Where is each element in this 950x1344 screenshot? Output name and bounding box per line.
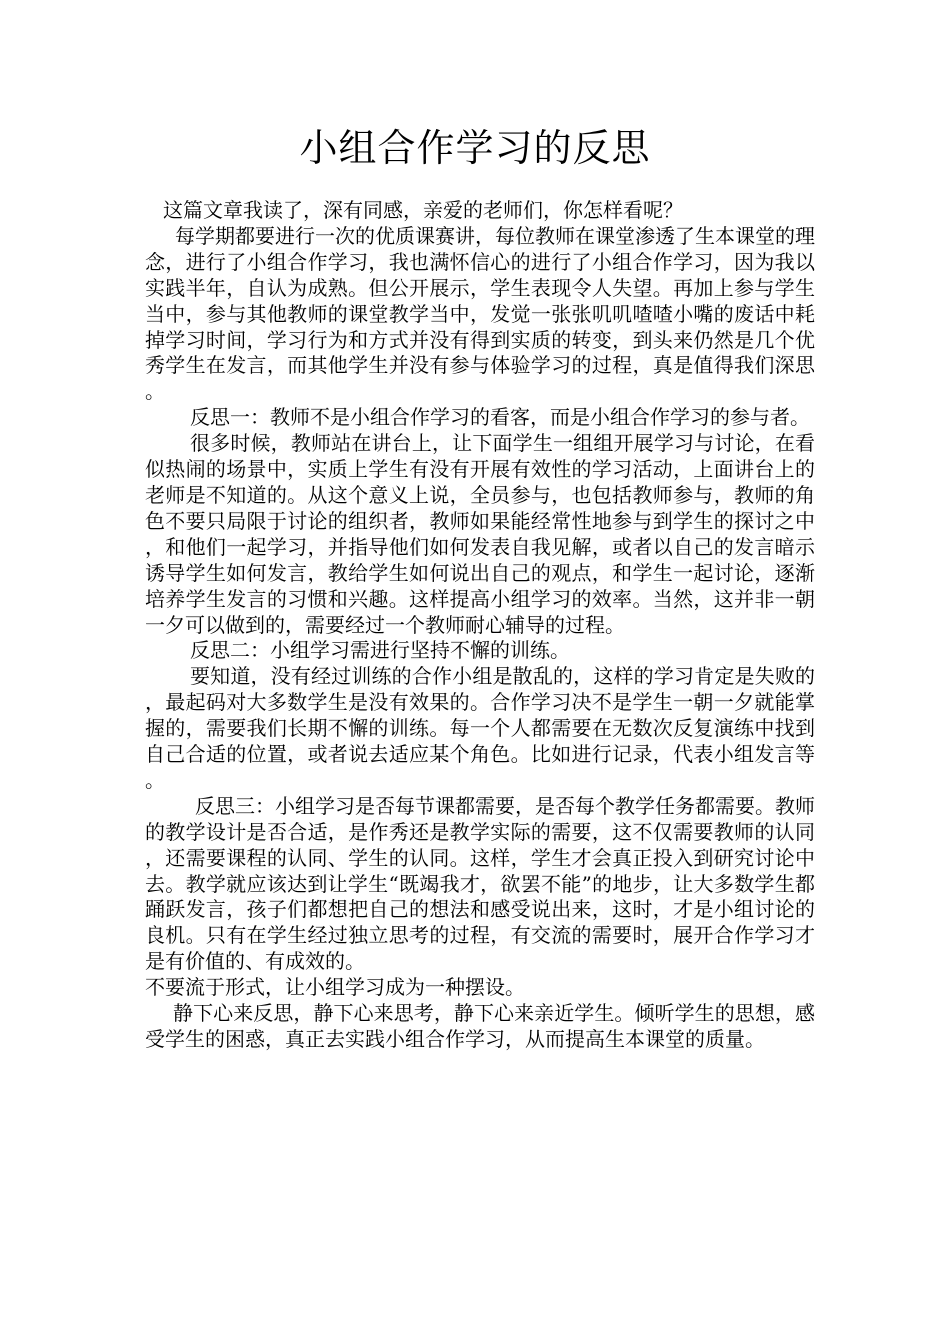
document-title: 小组合作学习的反思	[299, 126, 651, 170]
body-paragraph: 要知道，没有经过训练的合作小组是散乱的，这样的学习肯定是失败的，最起码对大多数学生是没有效果的。合作学习决不是学生一朝一夕就能掌握的，需要我们长期不懈的训练。每一个人都需要在无数次反复演练中找到自己合适的位置，或者说去适应某个角色。比如进行记录，代表小组发言等。	[145, 664, 815, 792]
closing-paragraph: 静下心来反思，静下心来思考，静下心来亲近学生。倾听学生的思想，感受学生的困惑，真正去实践小组合作学习，从而提高生本课堂的质量。	[145, 1001, 815, 1051]
body-paragraph: 很多时候，教师站在讲台上，让下面学生一组组开展学习与讨论，在看似热闹的场景中，实质上学生有没有开展有效性的学习活动，上面讲台上的老师是不知道的。从这个意义上说，全员参与，也包括教师参与，教师的角色不要只局限于讨论的组织者，教师如果能经常性地参与到学生的探讨之中，和他们一起学习，并指导他们如何发表自我见解，或者以自己的发言暗示诱导学生如何发言，教给学生如何说出自己的观点，和学生一起讨论，逐渐培养学生发言的习惯和兴趣。这样提高小组学习的效率。当然，这并非一朝一夕可以做到的，需要经过一个教师耐心辅导的过程。	[145, 431, 815, 637]
body-paragraph: 每学期都要进行一次的优质课赛讲，每位教师在课堂渗透了生本课堂的理念，进行了小组合作学习，我也满怀信心的进行了小组合作学习，因为我以实践半年，自认为成熟。但公开展示，学生表现令人失望。再加上参与学生当中，参与其他教师的课堂教学当中，发觉一张张叽叽喳喳小嘴的废话中耗掉学习时间，学习行为和方式并没有得到实质的转变，到头来仍然是几个优秀学生在发言，而其他学生并没有参与体验学习的过程，真是值得我们深思。	[145, 223, 815, 404]
reflection-heading-1: 反思一：教师不是小组合作学习的看客，而是小组合作学习的参与者。	[190, 405, 810, 430]
reflection-heading-2: 反思二：小组学习需进行坚持不懈的训练。	[190, 638, 570, 663]
intro-paragraph: 这篇文章我读了，深有同感，亲爱的老师们，你怎样看呢？	[163, 198, 683, 222]
body-paragraph: 不要流于形式，让小组学习成为一种摆设。	[145, 975, 525, 1000]
document-body	[145, 198, 815, 1053]
reflection-heading-3: 反思三：小组学习是否每节课都需要，是否每个教学任务都需要。教师的教学设计是否合适，是作秀还是教学实际的需要，这不仅需要教师的认同，还需要课程的认同、学生的认同。这样，学生才会真正投入到研究讨论中去。教学就应该达到让学生“既竭我才，欲罢不能”的地步，让大多数学生都踊跃发言，孩子们都想把自己的想法和感受说出来，这时，才是小组讨论的良机。只有在学生经过独立思考的过程，有交流的需要时，展开合作学习才是有价值的、有成效的。	[145, 793, 815, 974]
